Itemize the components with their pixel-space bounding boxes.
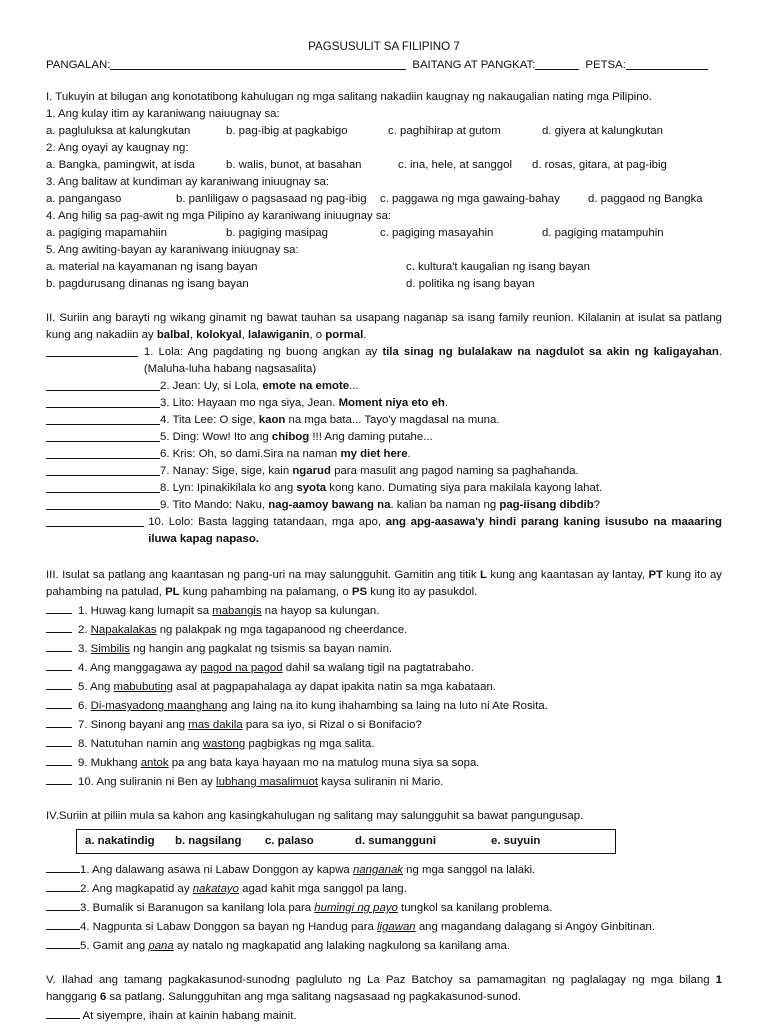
item-text: 10. Ang suliranin ni Ben ay — [78, 776, 217, 788]
section-5 — [46, 972, 722, 1025]
emphasized-phrase: emote na emote — [262, 380, 350, 392]
underlined-word: nanganak — [352, 864, 403, 876]
section-3 — [46, 567, 722, 791]
answer-blank[interactable] — [46, 639, 72, 652]
underlined-word: Napakalakas — [90, 624, 157, 636]
list-item — [46, 1006, 722, 1025]
list-item — [46, 601, 722, 620]
code-ps: PS — [351, 586, 368, 598]
dialogue-text — [160, 446, 722, 463]
answer-blank[interactable] — [46, 860, 80, 873]
option[interactable]: b. pagiging masipag — [226, 227, 328, 239]
item-text: 1. Huwag kang lumapit sa — [78, 605, 213, 617]
question-5: 5. Ang awiting-bayan ay karaniwang iniuugnay sa: — [46, 244, 299, 256]
question-1-options — [46, 123, 722, 140]
dialogue-line: .(Maluha-luha habang nagsasalita) — [143, 346, 722, 375]
option[interactable]: c. ina, hele, at sanggol — [398, 159, 512, 171]
list-item — [46, 753, 722, 772]
code-pl: PL — [165, 586, 180, 598]
list-item — [46, 860, 722, 879]
dialogue-line: kong kano. Dumating siya para makilala kayong lahat. — [326, 482, 603, 494]
dialogue-line: 1. Lola: Ang pagdating ng buong angkan ay — [143, 346, 383, 358]
question-4: 4. Ang hilig sa pag-awit ng mga Pilipino ay karaniwang iniuugnay sa: — [46, 210, 392, 222]
dialogue-line: 7. Nanay: Sige, sige, kain — [160, 465, 293, 477]
option[interactable]: c. paghihirap at gutom — [388, 125, 501, 137]
answer-blank[interactable] — [46, 879, 80, 892]
choice: e. suyuin — [491, 835, 541, 847]
dialogue-line: 3. Lito: Hayaan mo nga siya, Jean. — [160, 397, 339, 409]
item-text: 9. Mukhang — [78, 757, 141, 769]
option[interactable]: b. walis, bunot, at basahan — [226, 159, 362, 171]
dialogue-line: 5. Ding: Wow! Ito ang — [160, 431, 272, 443]
item-text: dahil sa walang tigil na pagtatrabaho. — [282, 662, 474, 674]
underlined-word: nakatayo — [192, 883, 239, 895]
answer-blank[interactable] — [46, 429, 160, 442]
dialogue-line: 6. Kris: Oh, so dami.Sira na naman — [160, 448, 341, 460]
option[interactable]: a. pangangaso — [46, 193, 122, 205]
dialogue-text — [160, 429, 722, 446]
question-2-options — [46, 157, 722, 174]
section-1 — [46, 89, 722, 293]
answer-blank[interactable] — [46, 497, 160, 510]
page-title: PAGSUSULIT SA FILIPINO 7 — [308, 40, 460, 53]
underlined-word: Di-masyadong maanghang — [90, 700, 228, 712]
instruction-text: kung pahambing na palamang, o — [179, 586, 352, 598]
list-item — [46, 772, 722, 791]
option[interactable]: b. pagdurusang dinanas ng isang bayan — [46, 278, 249, 290]
underlined-word: pana — [148, 940, 174, 952]
instruction-text: hanggang — [46, 991, 100, 1003]
pangalan-field[interactable] — [110, 57, 406, 70]
dialogue-item — [46, 497, 722, 514]
item-text: tungkol sa kanilang problema. — [397, 902, 553, 914]
dialogue-item — [46, 412, 722, 429]
option[interactable]: a. Bangka, pamingwit, at isda — [46, 159, 195, 171]
list-item — [46, 639, 722, 658]
item-text: 5. Ang — [78, 681, 114, 693]
answer-blank[interactable] — [46, 620, 72, 633]
list-item — [46, 734, 722, 753]
item-text: ang laing na ito kung ihahambing sa laing na luto ni Ate Rosita. — [227, 700, 548, 712]
option[interactable]: a. pagiging mapamahiin — [46, 227, 167, 239]
dialogue-line: . kalian ba naman ng — [390, 499, 500, 511]
option[interactable]: d. rosas, gitara, at pag-ibig — [532, 159, 667, 171]
answer-blank[interactable] — [46, 936, 80, 949]
question-5-options-a — [46, 259, 722, 276]
answer-blank[interactable] — [46, 677, 72, 690]
item-text: 7. Sinong bayani ang — [78, 719, 189, 731]
answer-blank[interactable] — [46, 480, 160, 493]
item-text: 8. Natutuhan namin ang — [78, 738, 203, 750]
answer-blank[interactable] — [46, 772, 72, 785]
item-text: ng hangin ang pagkalat ng tsismis sa bayan namin. — [129, 643, 393, 655]
number-6: 6 — [99, 991, 107, 1003]
underlined-word: ligawan — [377, 921, 416, 933]
emphasized-phrase: pag-iisang dibdib — [499, 499, 594, 511]
underlined-word: wastong — [202, 738, 246, 750]
underlined-word: lubhang masalimuot — [216, 776, 318, 788]
item-text: ng mga sanggol na lalaki. — [402, 864, 536, 876]
code-l: L — [480, 569, 487, 581]
option[interactable]: b. pag-ibig at pagkabigo — [226, 125, 348, 137]
dialogue-text — [138, 344, 722, 378]
choice: c. palaso — [265, 835, 314, 847]
keyword-lalawiganin: lalawiganin — [248, 329, 310, 341]
question-2: 2. Ang oyayi ay kaugnay ng: — [46, 142, 189, 154]
dialogue-text — [160, 395, 722, 412]
question-3: 3. Ang balitaw at kundiman ay karaniwang iniuugnay sa: — [46, 176, 330, 188]
item-text: At siyempre, ihain at kainin habang mainit. — [80, 1010, 297, 1022]
section-3-instruction — [46, 567, 722, 601]
item-text: ay natalo ng magkapatid ang lalaking nagkulong sa kanilang ama. — [173, 940, 510, 952]
item-text: pa ang bata kaya hayaan mo na matulog muna siya sa sopa. — [168, 757, 480, 769]
item-text: ng palakpak ng mga tagapanood ng cheerdance. — [156, 624, 408, 636]
emphasized-phrase: nag-aamoy bawang na — [268, 499, 391, 511]
item-text: 1. Ang dalawang asawa ni Labaw Donggon ay kapwa — [80, 864, 353, 876]
list-item — [46, 917, 722, 936]
answer-blank[interactable] — [46, 395, 160, 408]
option[interactable]: d. pagiging matampuhin — [542, 227, 664, 239]
emphasized-phrase: Moment niya eto eh — [338, 397, 445, 409]
item-text: 2. Ang magkapatid ay — [80, 883, 193, 895]
choice: b. nagsilang — [175, 835, 242, 847]
choice: a. nakatindig — [85, 835, 155, 847]
instruction-text: II. Suriin ang barayti ng wikang ginamit ng bawat tauhan sa usapang naganap sa isang family reunion. Kilalanin at isulat sa patlang kung ang nakadiin ay — [46, 312, 722, 341]
option[interactable]: a. pagluluksa at kalungkutan — [46, 125, 191, 137]
instruction-text: o — [315, 329, 323, 341]
list-item — [46, 936, 722, 955]
underlined-word: Simbilis — [90, 643, 130, 655]
item-text: 3. Bumalik si Baranugon sa kanilang lola para — [80, 902, 315, 914]
baitang-label: BAITANG AT PANGKAT: — [412, 59, 536, 71]
option[interactable]: c. pagiging masayahin — [380, 227, 494, 239]
section-4 — [46, 808, 722, 955]
dialogue-item — [46, 429, 722, 446]
emphasized-phrase: syota — [296, 482, 327, 494]
question-3-options — [46, 191, 722, 208]
dialogue-line: 8. Lyn: Ipinakikilala ko ang — [160, 482, 297, 494]
dialogue-item — [46, 344, 722, 378]
item-list — [46, 601, 722, 791]
section-2-instruction: II. Suriin ang barayti ng wikang ginamit ng bawat tauhan sa usapang naganap sa isang family reunion. Kilalanin at isulat sa patlang kung ang nakadiin ay balbal, kolokyal, lalawiganin, o pormal. — [46, 312, 722, 341]
dialogue-line: 2. Jean: Uy, si Lola, — [160, 380, 263, 392]
dialogue-line: 4. Tita Lee: O sige, — [160, 414, 259, 426]
section-1-instruction: I. Tukuyin at bilugan ang konotatibong kahulugan ng mga salitang nakadiin kaugnay ng nakaugalian nating mga Pilipino. — [46, 91, 653, 103]
answer-blank[interactable] — [46, 898, 80, 911]
option[interactable]: c. kultura't kaugalian ng isang bayan — [406, 261, 590, 273]
list-item — [46, 879, 722, 898]
keyword-balbal: balbal — [156, 329, 190, 341]
list-item — [46, 620, 722, 639]
dialogue-text — [160, 480, 722, 497]
keyword-kolokyal: kolokyal — [196, 329, 242, 341]
dialogue-text — [160, 412, 722, 429]
list-item — [46, 677, 722, 696]
emphasized-phrase: tila sinag ng bulalakaw na nagdulot sa akin ng kaligayahan — [382, 346, 719, 358]
dialogue-line: para masulit ang pagod naming sa paghahanda. — [330, 465, 579, 477]
answer-blank[interactable] — [46, 446, 160, 459]
dialogue-line: ... — [349, 380, 359, 392]
emphasized-phrase: chibog — [271, 431, 310, 443]
option[interactable]: d. paggaod ng Bangka — [588, 193, 703, 205]
baitang-field[interactable] — [535, 57, 579, 70]
list-item — [46, 715, 722, 734]
item-text: 3. — [78, 643, 91, 655]
answer-blank[interactable] — [46, 734, 72, 747]
item-text: agad kahit mga sanggol pa lang. — [238, 883, 407, 895]
option[interactable]: d. politika ng isang bayan — [406, 278, 535, 290]
item-list — [46, 860, 722, 955]
dialogue-item — [46, 446, 722, 463]
emphasized-phrase: ngarud — [292, 465, 331, 477]
item-text: kaysa suliranin ni Mario. — [318, 776, 444, 788]
answer-blank[interactable] — [46, 514, 144, 527]
dialogue-line: 9. Tito Mando: Naku, — [160, 499, 269, 511]
list-item — [46, 696, 722, 715]
item-text: 4. Ang manggagawa ay — [78, 662, 201, 674]
dialogue-item — [46, 395, 722, 412]
item-text: para sa iyo, si Rizal o si Bonifacio? — [242, 719, 422, 731]
dialogue-line: ? — [593, 499, 601, 511]
item-text: na hayop sa kulungan. — [261, 605, 380, 617]
dialogue-item — [46, 480, 722, 497]
header-row — [46, 57, 722, 74]
dialogue-text — [144, 514, 722, 548]
underlined-word: mas dakila — [188, 719, 243, 731]
item-text: 4. Nagpunta si Labaw Donggon sa bayan ng Handug para — [80, 921, 378, 933]
instruction-text: kung ito ay pasukdol. — [367, 586, 478, 598]
answer-blank[interactable] — [46, 601, 72, 614]
section-4-instruction: IV.Suriin at piliin mula sa kahon ang kasingkahulugan ng salitang may salungguhit sa bawat pangungusap. — [46, 810, 584, 822]
dialogue-line: 10. Lolo: Basta lagging tatandaan, mga apo, — [148, 516, 386, 528]
instruction-text: sa patlang. Salungguhitan ang mga salitang nagsasaad ng pagkakasunod-sunod. — [106, 991, 522, 1003]
emphasized-phrase: kaon — [258, 414, 286, 426]
dialogue-text — [160, 497, 722, 514]
item-text: 2. — [78, 624, 91, 636]
answer-blank[interactable] — [46, 378, 160, 391]
answer-blank[interactable] — [46, 917, 80, 930]
underlined-word: mabubuting — [113, 681, 173, 693]
answer-blank[interactable] — [46, 344, 138, 357]
dialogue-line: . — [407, 448, 411, 460]
emphasized-phrase: ang apg-aasawa'y hindi parang kaning isusubo na maaaring iluwa kapag napaso. — [148, 516, 722, 545]
instruction-text: V. Ilahad ang tamang pagkakasunod-sunodng pagluluto ng La Paz Batchoy sa pamamagitan ng paglalagay ng mga bilang — [46, 974, 716, 986]
dialogue-item — [46, 378, 722, 395]
dialogue-item — [46, 463, 722, 480]
instruction-text: kung ang kaantasan ay lantay, — [486, 569, 649, 581]
dialogue-text — [160, 463, 722, 480]
dialogue-item — [46, 514, 722, 548]
question-1: 1. Ang kulay itim ay karaniwang naiuugnay sa: — [46, 108, 280, 120]
option[interactable]: c. paggawa ng mga gawaing-bahay — [380, 193, 560, 205]
answer-blank[interactable] — [46, 412, 160, 425]
underlined-word: humingi ng payo — [314, 902, 398, 914]
petsa-field[interactable] — [626, 57, 708, 70]
list-item — [46, 898, 722, 917]
dialogue-line: . — [444, 397, 449, 409]
answer-blank[interactable] — [46, 753, 72, 766]
answer-blank[interactable] — [46, 715, 72, 728]
item-text: 6. — [78, 700, 91, 712]
number-1: 1 — [715, 974, 722, 986]
item-text: ang magandang dalagang si Angoy Ginbitinan. — [415, 921, 656, 933]
dialogue-line: !!! Ang daming putahe... — [309, 431, 433, 443]
pangalan-label: PANGALAN: — [46, 59, 111, 71]
choice: d. sumangguni — [355, 835, 436, 847]
underlined-word: pagod na pagod — [200, 662, 283, 674]
option[interactable]: a. material na kayamanan ng isang bayan — [46, 261, 258, 273]
dialogue-line: na mga bata... Tayo'y magdasal na muna. — [285, 414, 500, 426]
question-4-options — [46, 225, 722, 242]
option[interactable]: b. panliligaw o pagsasaad ng pag-ibig — [176, 193, 367, 205]
question-5-options-b — [46, 276, 722, 293]
list-item — [46, 658, 722, 677]
underlined-word: mabangis — [212, 605, 262, 617]
answer-blank[interactable] — [46, 463, 160, 476]
keyword-pormal: pormal — [325, 329, 364, 341]
item-text: pagbigkas ng mga salita. — [245, 738, 375, 750]
underlined-word: antok — [140, 757, 169, 769]
answer-blank[interactable] — [46, 658, 72, 671]
instruction-text: kung ito ay pahambing na patulad, — [46, 569, 722, 598]
item-text: 5. Gamit ang — [80, 940, 149, 952]
item-text: asal at pagpapahalaga ay dapat ipakita natin sa mga kabataan. — [173, 681, 496, 693]
section-5-instruction — [46, 972, 722, 1006]
instruction-text: III. Isulat sa patlang ang kaantasan ng pang-uri na may salungguhit. Gamitin ang titik — [46, 569, 480, 581]
choices-box — [76, 829, 616, 854]
answer-blank[interactable] — [46, 1006, 80, 1019]
code-pt: PT — [648, 569, 663, 581]
section-2 — [46, 310, 722, 548]
option[interactable]: d. giyera at kalungkutan — [542, 125, 663, 137]
petsa-label: PETSA: — [585, 59, 626, 71]
emphasized-phrase: my diet here — [340, 448, 408, 460]
dialogue-text — [160, 378, 722, 395]
answer-blank[interactable] — [46, 696, 72, 709]
